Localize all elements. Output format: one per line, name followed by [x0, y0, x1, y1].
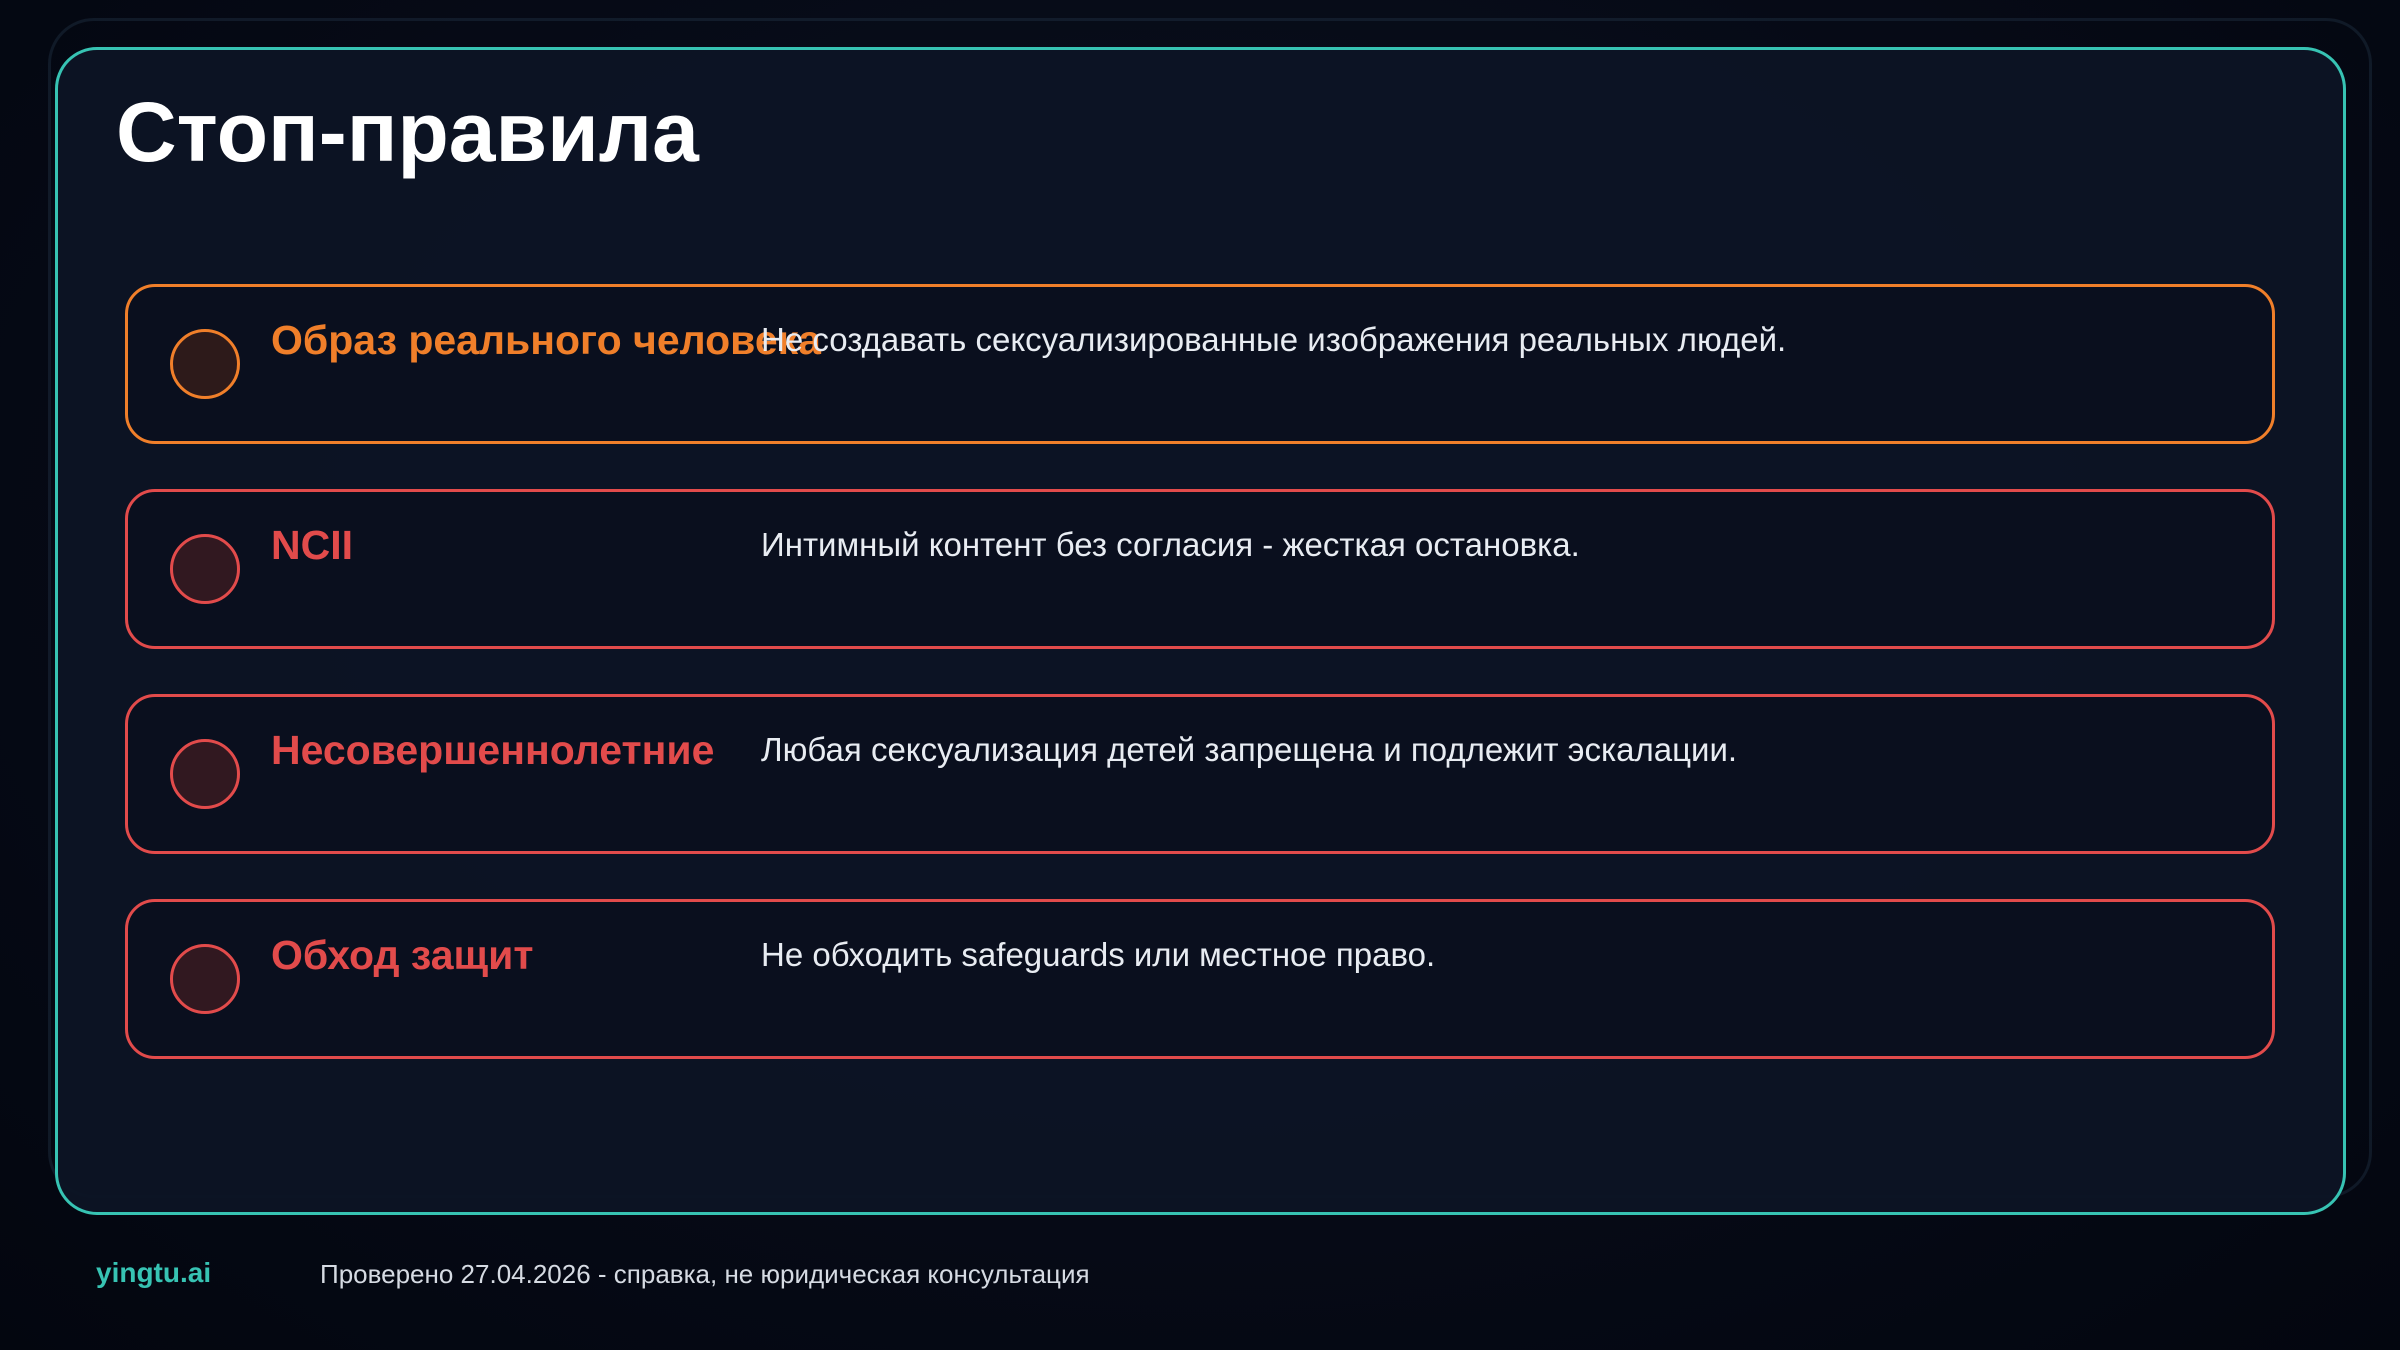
page-title: Стоп-правила — [116, 85, 699, 179]
status-dot-icon — [170, 329, 240, 399]
rule-name: Несовершеннолетние — [271, 727, 715, 773]
rule-row-minors — [125, 694, 2275, 854]
rule-description: Не создавать сексуализированные изображения реальных людей. — [761, 321, 1787, 358]
footer-note: Проверено 27.04.2026 - справка, не юридическая консультация — [320, 1259, 1090, 1289]
rule-description: Не обходить safeguards или местное право. — [761, 936, 1436, 973]
status-dot-icon — [170, 739, 240, 809]
rule-name: Обход защит — [271, 932, 534, 978]
rule-description: Любая сексуализация детей запрещена и подлежит эскалации. — [761, 731, 1738, 768]
rule-description: Интимный контент без согласия - жесткая остановка. — [761, 526, 1580, 563]
rule-name: NCII — [271, 522, 353, 568]
brand-link[interactable]: yingtu.ai — [96, 1257, 212, 1288]
status-dot-icon — [170, 944, 240, 1014]
rule-row-ncii — [125, 489, 2275, 649]
rule-name: Образ реального человека — [271, 317, 821, 363]
status-dot-icon — [170, 534, 240, 604]
rule-row-bypass — [125, 899, 2275, 1059]
rule-row-real-person — [125, 284, 2275, 444]
